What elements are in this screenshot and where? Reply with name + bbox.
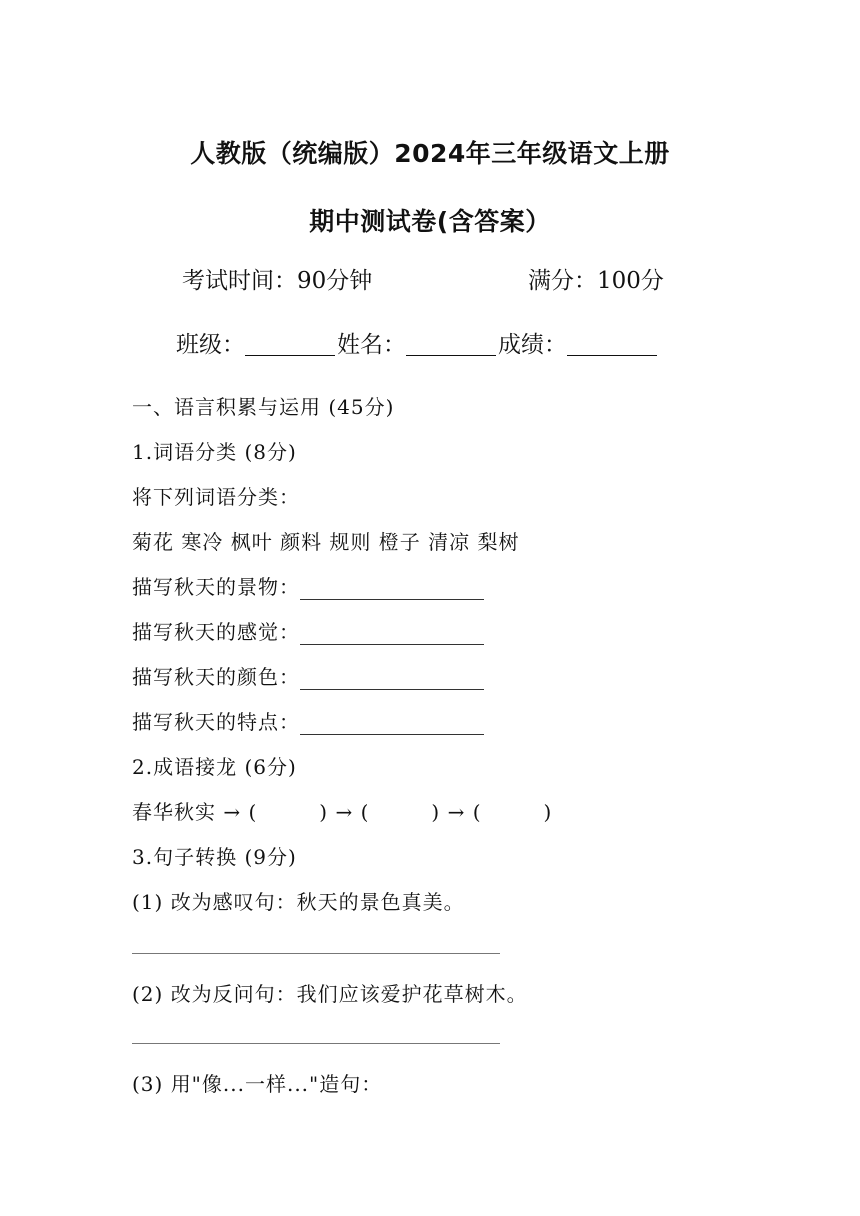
q2-heading: 2.成语接龙 (6分) — [132, 755, 297, 779]
q3-item: (1) 改为感叹句：秋天的景色真美。 — [132, 890, 465, 914]
q1-item-label: 描写秋天的景物： — [132, 575, 300, 599]
arrow-icon: → — [335, 800, 354, 824]
q3-answer-line[interactable] — [132, 1043, 500, 1044]
q1-item-label: 描写秋天的颜色： — [132, 665, 300, 689]
idiom-start: 春华秋实 — [132, 800, 216, 824]
q1-answer-blank[interactable] — [300, 714, 484, 735]
exam-time: 考试时间：90分钟 — [182, 268, 373, 294]
q1-item — [132, 616, 484, 645]
arrow-icon: → — [447, 800, 466, 824]
close-paren: ) — [431, 800, 441, 824]
q1-heading: 1.词语分类 (8分) — [132, 440, 297, 464]
student-info-line — [176, 326, 659, 359]
name-label: 姓名： — [337, 332, 406, 358]
q1-item-label: 描写秋天的特点： — [132, 710, 300, 734]
q3-item: (2) 改为反问句：我们应该爱护花草树木。 — [132, 982, 528, 1006]
q3-answer-line[interactable] — [132, 953, 500, 954]
idiom-chain — [132, 796, 552, 825]
q1-item — [132, 661, 484, 690]
q1-word-list: 菊花 寒冷 枫叶 颜料 规则 橙子 清凉 梨树 — [132, 530, 520, 554]
q1-answer-blank[interactable] — [300, 669, 484, 690]
name-blank[interactable] — [406, 333, 496, 356]
q1-item — [132, 571, 484, 600]
score-blank[interactable] — [567, 333, 657, 356]
q3-item: (3) 用"像...一样..."造句： — [132, 1072, 383, 1096]
q1-item — [132, 706, 484, 735]
q3-heading: 3.句子转换 (9分) — [132, 845, 297, 869]
section-heading: 一、语言积累与运用 (45分) — [132, 395, 395, 419]
q1-instruction: 将下列词语分类： — [132, 485, 300, 509]
open-paren: ( — [360, 800, 370, 824]
open-paren: ( — [248, 800, 258, 824]
arrow-icon: → — [223, 800, 242, 824]
close-paren: ) — [543, 800, 553, 824]
class-blank[interactable] — [245, 333, 335, 356]
close-paren: ) — [319, 800, 329, 824]
open-paren: ( — [472, 800, 482, 824]
q1-answer-blank[interactable] — [300, 579, 484, 600]
full-score: 满分：100分 — [528, 268, 664, 294]
exam-title: 人教版（统编版）2024年三年级语文上册 — [190, 139, 670, 168]
exam-subtitle: 期中测试卷(含答案） — [309, 207, 551, 236]
q1-answer-blank[interactable] — [300, 624, 484, 645]
score-label: 成绩： — [498, 332, 567, 358]
q1-item-label: 描写秋天的感觉： — [132, 620, 300, 644]
class-label: 班级： — [176, 332, 245, 358]
